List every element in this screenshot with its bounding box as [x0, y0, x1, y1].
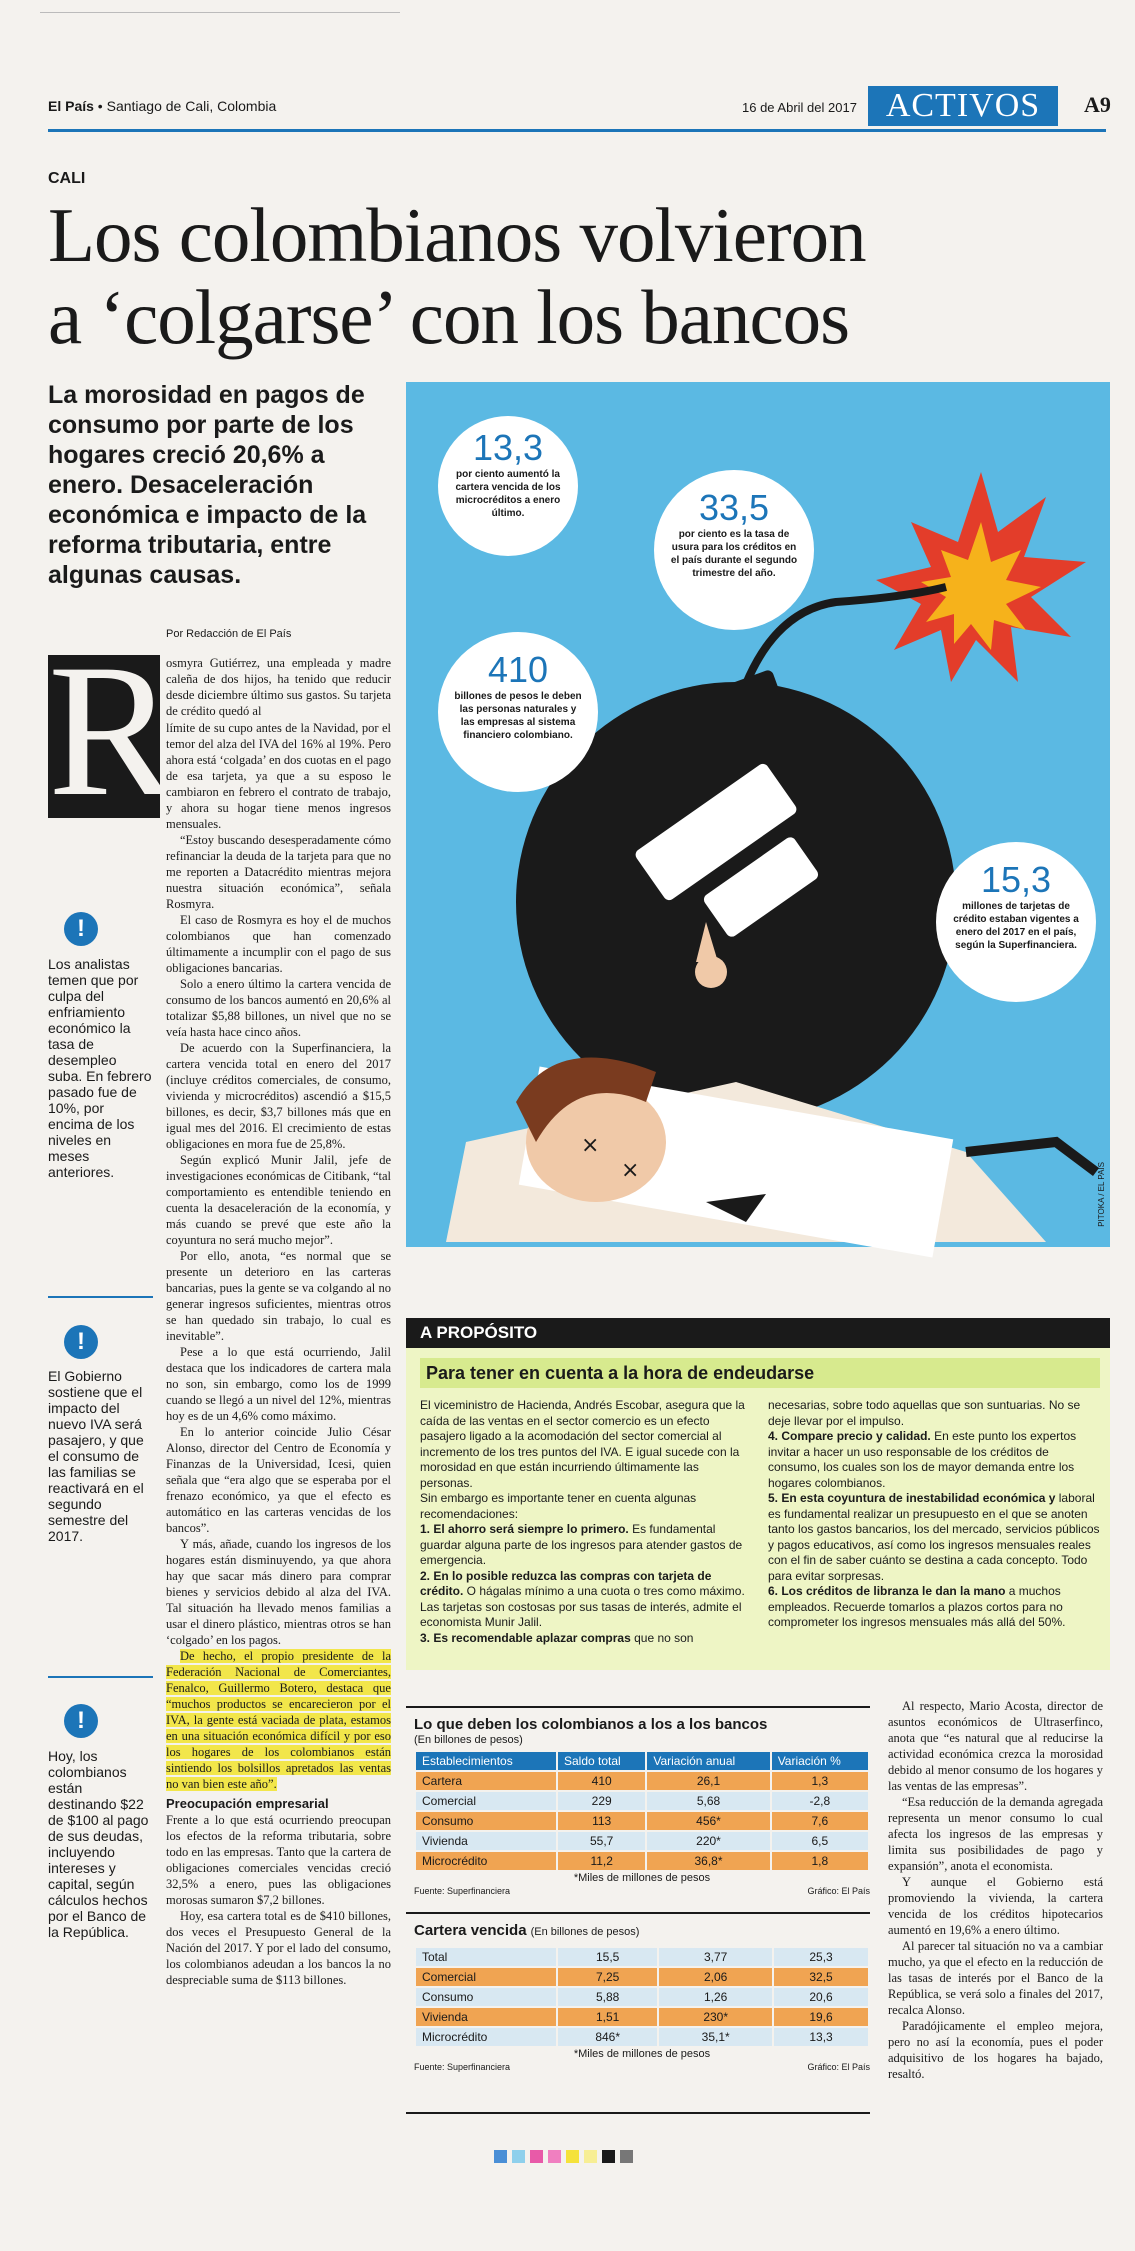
paragraph: Paradójicamente el empleo mejora, pero no así la economía, pues el poder adquisitivo de los hogares ha bajado, resaltó. — [888, 2019, 1103, 2081]
paragraph: De acuerdo con la Superfinanciera, la cartera vencida total en enero del 2017 (incluye créditos comerciales, de consumo, vivienda y microcréditos) ascendió a $15,5 billones, es decir, $3,7 billones más que en igual mes del 2016. El crecimiento de estas obligaciones en mora fue de 25,8%. — [166, 1041, 391, 1151]
aproposito-title: Para tener en cuenta a la hora de endeudarse — [420, 1358, 1100, 1388]
sidebar-note: Los analistas temen que por culpa del enfriamiento económico la tasa de desempleo suba. En febrero pasado fue de 10%, por encima de los niveles en meses anteriores. — [48, 956, 152, 1180]
registration-mark — [566, 2150, 579, 2163]
paragraph: “Estoy buscando desesperadamente cómo refinanciar la deuda de la tarjeta para que no me reporten a Datacrédito mientras mejora nuestra situación económica”, señala Rosmyra. — [166, 833, 391, 911]
stat-text: por ciento es la tasa de usura para los créditos en el país durante el segundo trimestre del año. — [670, 529, 798, 579]
headline-line-2: a ‘colgarse’ con los bancos — [48, 274, 850, 360]
table-divider — [406, 1706, 870, 1708]
stat-bubble — [438, 416, 578, 556]
table-title: Lo que deben los colombianos a los a los bancos — [414, 1716, 768, 1733]
table-divider — [406, 2112, 870, 2114]
registration-mark — [584, 2150, 597, 2163]
recommendation-5: 5. En esta coyuntura de inestabilidad económica y laboral es fundamental realizar un presupuesto en el que se anoten tanto los gastos bancarios, los del mercado, servicios públicos y pagos educativos, así como los ingresos mensuales reales con el fin de saber cuánto se destina a cada concepto. Todo para evitar sorpresas. — [768, 1491, 1100, 1583]
article-column-1 — [166, 720, 391, 1988]
sidebar-note: El Gobierno sostiene que el impacto del nuevo IVA será pasajero, y que el consumo de las familias se reactivará en el segundo semestre del 2017. — [48, 1368, 144, 1544]
table-source-line — [414, 2062, 870, 2072]
table-graphic-credit: Gráfico: El País — [807, 2062, 870, 2072]
headline — [48, 194, 1068, 358]
stat-text: millones de tarjetas de crédito estaban vigentes a enero del 2017 en el país, según la Superfinanciera. — [953, 901, 1079, 951]
table-row: Consumo 5,88 1,26 20,6 — [416, 1988, 868, 2006]
table-divider — [406, 1912, 870, 1914]
registration-mark — [548, 2150, 561, 2163]
paragraph: osmyra Gutiérrez, una empleada y madre caleña de dos hijos, ha tenido que reducir desde diciembre último sus gastos. Su tarjeta de crédito quedó al — [166, 656, 391, 718]
paragraph: Según explicó Munir Jalil, jefe de investigaciones económicas de Citibank, “tal comportamiento es entendible teniendo en cuenta la desaceleración de la economía, y más cuando se prevé que este año la coyuntura no será mucho mejor”. — [166, 1153, 391, 1247]
section-badge: ACTIVOS — [868, 86, 1058, 126]
overdue-table — [414, 1946, 870, 2048]
paragraph: Frente a lo que está ocurriendo preocupan los efectos de la reforma tributaria, sobre todo en las empresas. Tanto que la cartera de obligaciones comerciales vencidas creció 32,5% a enero, pues las obligaciones morosas sumaron $7,2 billones. — [166, 1813, 391, 1907]
byline: Por Redacción de El País — [166, 628, 292, 640]
paragraph: límite de su cupo antes de la Navidad, por el temor del alza del IVA del 16% al 19%. Pero ahora está ‘colgada’ en dos cuotas en el pago de esa tarjeta, ya que a su esposo le cambiaron en febrero el contrato de trabajo, y ahora su hogar tiene menos ingresos mensuales. — [166, 721, 391, 831]
paragraph: Pese a lo que está ocurriendo, Jalil destaca que los indicadores de cartera mala no son, sin embargo, como los de 1999 cuando se llegó a un nivel del 12%, mientras hoy es de un 4,6% como máximo. — [166, 1345, 391, 1423]
table-heading — [414, 1716, 870, 1734]
top-scan-rule — [40, 12, 400, 13]
publication-line: El País • Santiago de Cali, Colombia — [48, 98, 277, 114]
table-graphic-credit: Gráfico: El País — [807, 1886, 870, 1896]
recommendation-3: 3. Es recomendable aplazar compras que no son — [420, 1630, 694, 1645]
paragraph: Y aunque el Gobierno está promoviendo la vivienda, la cartera vencida de los créditos hipotecarios aumentó en 19,6% a enero último. — [888, 1875, 1103, 1937]
table-heading — [414, 1922, 870, 1940]
table-row: Vivienda 1,51 230* 19,6 — [416, 2008, 868, 2026]
paragraph: Y más, añade, cuando los ingresos de los hogares están disminuyendo, ya que ahora hay que sacar más dinero para comprar bienes y servicios debido al alza del IVA. Tal situación ha llevado menos familias a usar el dinero plástico, mientras otros se han ‘colgado’ en los pagos. — [166, 1537, 391, 1647]
highlighted-paragraph — [166, 1648, 391, 1792]
article-lead — [166, 655, 391, 719]
sidebar-divider — [48, 1296, 153, 1298]
paragraph: Al parecer tal situación no va a cambiar mucho, ya que el efecto en la reducción de las tasas de interés por el Banco de la República, se verá solo a finales del 2017, recalca Alonso. — [888, 1939, 1103, 2017]
alert-icon: ! — [64, 1704, 98, 1738]
header-rule — [48, 129, 1106, 132]
highlighted-quote: De hecho, el propio presidente de la Federación Nacional de Comerciantes, Fenalco, Guillermo Botero, destaca que “muchos productos se encarecieron por el IVA, la gente está vaciada de plata, estamos en una situación económica difícil y por eso los hogares de los colombianos están sintiendo los bolsillos apretados las ventas no van bien este año”. — [166, 1649, 391, 1791]
aproposito-column-right — [768, 1398, 1103, 1631]
paragraph: Solo a enero último la cartera vencida de consumo de los bancos aumentó en 20,6% al totalizar $5,88 billones, un nivel que no se veía hasta hace cinco años. — [166, 977, 391, 1039]
issue-date: 16 de Abril del 2017 — [742, 100, 857, 115]
debt-table — [414, 1750, 870, 1872]
deck: La morosidad en pagos de consumo por parte de los hogares creció 20,6% a enero. Desaceleración económica e impacto de la reforma tributaria, entre algunas causas. — [48, 381, 367, 589]
column-header: Variación % — [772, 1752, 868, 1770]
registration-mark — [512, 2150, 525, 2163]
aproposito-intro-2: Sin embargo es importante tener en cuenta algunas recomendaciones: — [420, 1491, 697, 1521]
table-row: Vivienda 55,7 220* 6,5 — [416, 1832, 868, 1850]
table-footnote: *Miles de millones de pesos — [573, 1872, 711, 1884]
aproposito-column-left — [420, 1398, 750, 1646]
registration-mark — [530, 2150, 543, 2163]
table-subtitle: (En billones de pesos) — [530, 1926, 640, 1938]
sidebar-note: Hoy, los colombianos están destinando $22 de $100 al pago de sus deudas, incluyendo intereses y capital, según cálculos hechos por el Banco de la República. — [48, 1748, 149, 1940]
stat-bubble — [654, 470, 814, 630]
recommendation-6: 6. Los créditos de libranza le dan la mano a muchos empleados. Recuerde tomarlos a plazos cortos para no comprometer los ingresos mensuales más allá del 50%. — [768, 1584, 1066, 1629]
stat-text: billones de pesos le deben las personas naturales y las empresas al sistema financiero colombiano. — [454, 691, 582, 741]
registration-mark — [494, 2150, 507, 2163]
illustration-credit: PITOKA / EL PAÍS — [1097, 1162, 1106, 1227]
page-number: A9 — [1084, 92, 1111, 117]
bomb-illustration — [406, 382, 1110, 1247]
table-header-row — [416, 1752, 868, 1770]
table-row: Comercial 7,25 2,06 32,5 — [416, 1968, 868, 1986]
paragraph: Por ello, anota, “es normal que se presente un deterioro en las carteras bancarias, pues la gente se va colgando al no generar ingresos suficientes, mientras otros se han quedado sin trabajo, lo cual es inevitable”. — [166, 1249, 391, 1343]
table-row: Microcrédito 11,2 36,8* 1,8 — [416, 1852, 868, 1870]
aproposito-bar: A PROPÓSITO — [406, 1318, 1110, 1348]
alert-icon: ! — [64, 1325, 98, 1359]
paragraph: Al respecto, Mario Acosta, director de asuntos económicos de Ultraserfinco, anota que “es natural que al reducirse la actividad económica crezca la morosidad debido al menor consumo de los hogares y las ventas de las empresas”. — [888, 1699, 1103, 1793]
drop-cap: R — [48, 626, 175, 836]
table-source-line — [414, 1886, 870, 1896]
overdue-table-block — [414, 1922, 870, 2072]
table-title: Cartera vencida — [414, 1922, 527, 1939]
stat-number: 15,3 — [980, 859, 1052, 900]
table-subtitle: (En billones de pesos) — [414, 1734, 523, 1746]
article-column-3 — [888, 1698, 1103, 2082]
kicker: CALI — [48, 170, 86, 187]
column-header: Saldo total — [558, 1752, 645, 1770]
person-eye: × — [581, 1133, 600, 1158]
stat-number: 410 — [487, 649, 549, 690]
debt-table-block — [414, 1716, 870, 1896]
aproposito-intro: El viceministro de Hacienda, Andrés Escobar, asegura que la caída de las ventas en el sector comercio es un efecto pasajero ligado a la acomodación del sector comercial al incremento de los tres puntos del IVA. E igual sucede con la morosidad en que están incurriendo últimamente las personas. — [420, 1398, 745, 1490]
column-header: Establecimientos — [416, 1752, 556, 1770]
paragraph: Hoy, esa cartera total es de $410 billones, dos veces el Presupuesto General de la Nación del 2017. Y por el lado del consumo, los colombianos adeudan a los bancos la no despreciable suma de $113 billones. — [166, 1909, 391, 1987]
paragraph: En lo anterior coincide Julio César Alonso, director del Centro de Economía y Finanzas de la Universidad, Icesi, quien señala que “era algo que se esperaba por el frenazo económico, ya que el efecto es automático en las carteras vencidas de los bancos”. — [166, 1425, 391, 1535]
publication-location: Santiago de Cali, Colombia — [106, 98, 277, 114]
subhead: Preocupación empresarial — [166, 1796, 329, 1811]
column-header: Variación anual — [647, 1752, 769, 1770]
table-footnote: *Miles de millones de pesos — [573, 2048, 711, 2060]
registration-mark — [602, 2150, 615, 2163]
publication-name: El País — [48, 98, 94, 114]
table-row: Comercial 229 5,68 -2,8 — [416, 1792, 868, 1810]
stat-number: 33,5 — [698, 487, 770, 528]
recommendation-4: 4. Compare precio y calidad. En este punto los expertos invitar a hacer un uso responsable de los créditos de consumo, los cuales son los de mayor demanda entre los hogares colombianos. — [768, 1429, 1077, 1490]
sidebar-divider — [48, 1676, 153, 1678]
stat-bubble — [438, 632, 598, 792]
table-row: Cartera 410 26,1 1,3 — [416, 1772, 868, 1790]
registration-mark — [620, 2150, 633, 2163]
alert-icon: ! — [64, 912, 98, 946]
stat-bubble — [936, 842, 1096, 1002]
table-row: Total 15,5 3,77 25,3 — [416, 1948, 868, 1966]
stat-number: 13,3 — [472, 427, 544, 468]
table-source: Fuente: Superfinanciera — [414, 1886, 511, 1896]
recommendation-3-cont: necesarias, sobre todo aquellas que son suntuarias. No se deje llevar por el impulso. — [768, 1398, 1081, 1428]
table-source: Fuente: Superfinanciera — [414, 2062, 511, 2072]
table-row: Microcrédito 846* 35,1* 13,3 — [416, 2028, 868, 2046]
recommendation-1: 1. El ahorro será siempre lo primero. Es fundamental guardar alguna parte de los ingresos para atender gastos de emergencia. — [420, 1522, 743, 1567]
table-row: Consumo 113 456* 7,6 — [416, 1812, 868, 1830]
person-hand-palm — [695, 956, 727, 988]
recommendation-2: 2. En lo posible reduzca las compras con tarjeta de crédito. O hágalas mínimo a una cuota o tres como máximo. Las tarjetas son costosas por sus tasas de interés, admite el economista Munir Jalil. — [420, 1568, 745, 1629]
person-leg — [966, 1142, 1096, 1172]
paragraph: El caso de Rosmyra es hoy el de muchos colombianos que han comenzado últimamente a incumplir con el pago de sus obligaciones bancarias. — [166, 913, 391, 975]
paragraph: “Esa reducción de la demanda agregada representa un menor consumo lo cual afecta los ingresos de las empresas y limita sus posibilidades de pago y expansión”, anota el economista. — [888, 1795, 1103, 1873]
headline-line-1: Los colombianos volvieron — [48, 192, 866, 278]
person-eye: × — [621, 1158, 640, 1183]
stat-text: por ciento aumentó la cartera vencida de los microcréditos a enero último. — [455, 469, 561, 519]
